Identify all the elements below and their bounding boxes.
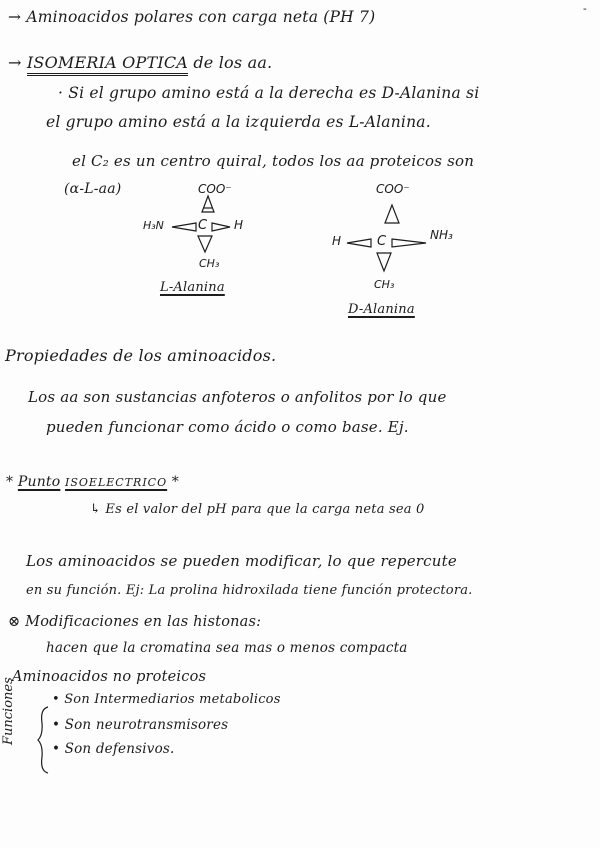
section-heading-isomeria [8, 53, 272, 72]
heading-arrow: → [8, 53, 22, 72]
d-alanina-right-bond [390, 236, 430, 250]
l-alanina-h3n: H₃N [143, 219, 164, 232]
modification-line-2: en su función. Ej: La prolina hidroxilada tiene función protectora. [26, 583, 473, 598]
d-alanina-h: H [332, 234, 342, 248]
l-alanina-left-bond [170, 220, 200, 234]
d-alanina-label: D-Alanina [348, 302, 415, 317]
l-alanina-top-wedge [198, 194, 218, 218]
bullet-d-alanina: · Si el grupo amino está a la derecha es D-Alanina si [58, 84, 480, 102]
d-alanina-ch3: CH₃ [374, 278, 395, 291]
d-alanina-nh3: NH₃ [430, 228, 453, 242]
corner-mark: - [583, 2, 587, 15]
punto-word: Punto [17, 474, 61, 490]
isoelectric-point-heading [6, 474, 179, 490]
func-item-2: • Son neurotransmisores [52, 717, 229, 733]
funciones-brace [36, 705, 50, 775]
l-alanina-right-bond [210, 220, 234, 234]
modification-line-1: Los aminoacidos se pueden modificar, lo que repercute [26, 552, 457, 570]
func-item-1: • Son Intermediarios metabolicos [52, 692, 281, 707]
alpha-l-aa-text: (α-L-aa) [64, 181, 122, 197]
star-left: * [6, 474, 14, 490]
heading-isomeria-optica: ISOMERIA OPTICA [27, 53, 188, 76]
l-alanina-bottom-wedge [195, 234, 215, 256]
chiral-center-text: el C₂ es un centro quiral, todos los aa proteicos son [72, 152, 475, 170]
isoelectrico-word: ISOELECTRICO [65, 476, 168, 489]
d-alanina-top-wedge [381, 202, 403, 228]
histone-modification: ⊗ Modificaciones en las histonas: [8, 614, 262, 630]
non-protein-aa-title: Aminoacidos no proteicos [12, 669, 207, 685]
star-right: * [171, 474, 179, 490]
l-alanina-h: H [234, 218, 244, 232]
funciones-side-label: Funciones [1, 677, 16, 745]
line-polar-charged: → Aminoacidos polares con carga neta (PH 7) [8, 8, 376, 26]
properties-line-1: Los aa son sustancias anfoteros o anfolitos por lo que [28, 388, 447, 406]
heading-rest: de los aa. [188, 53, 273, 72]
isoelectric-definition: ↳ Es el valor del pH para que la carga neta sea 0 [90, 502, 425, 517]
properties-title: Propiedades de los aminoacidos. [5, 346, 277, 365]
d-alanina-carbon: C [377, 234, 387, 249]
l-alanina-ch3: CH₃ [199, 257, 220, 270]
l-alanina-coo: COO⁻ [198, 182, 232, 196]
properties-line-2: pueden funcionar como ácido o como base. Ej. [46, 418, 409, 436]
bullet-l-alanina: el grupo amino está a la izquierda es L-Alanina. [46, 113, 431, 131]
l-alanina-label: L-Alanina [160, 280, 225, 295]
l-alanina-carbon: C [198, 218, 208, 233]
d-alanina-bottom-wedge [374, 251, 394, 275]
chromatin-compaction: hacen que la cromatina sea mas o menos compacta [46, 640, 408, 656]
func-item-3: • Son defensivos. [52, 741, 175, 757]
d-alanina-left-bond [345, 236, 375, 250]
d-alanina-coo: COO⁻ [376, 182, 410, 196]
